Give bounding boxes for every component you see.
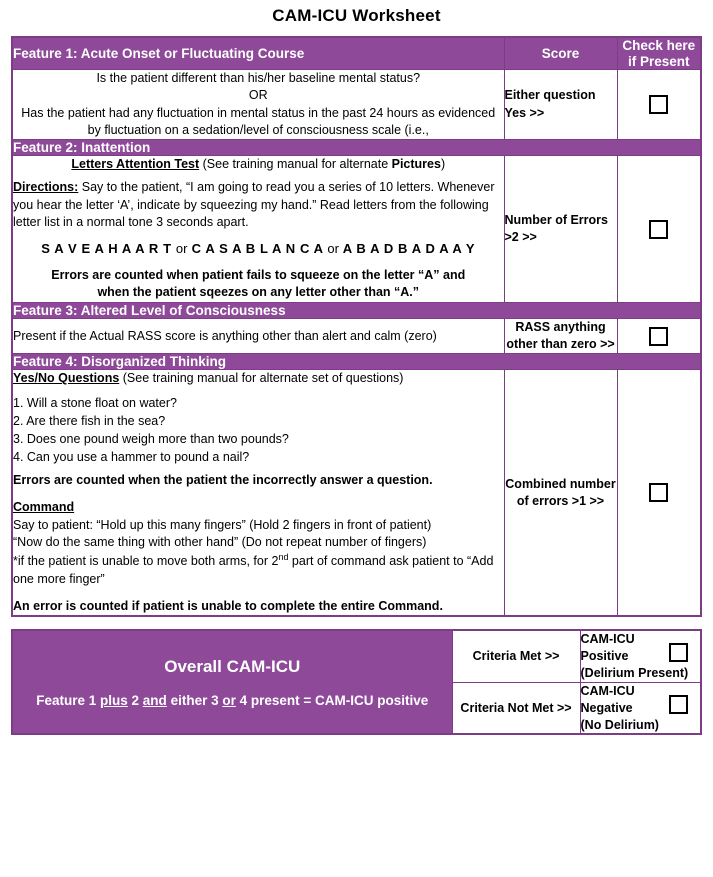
- feature-3-check-cell[interactable]: [617, 318, 701, 354]
- feature-1-body: [12, 70, 504, 140]
- feature-4-body-row: [12, 370, 701, 616]
- letter-list-3: A B A D B A D A A Y: [342, 241, 476, 257]
- yes-no-questions-label: Yes/No Questions: [13, 371, 120, 386]
- yes-no-questions-rest: (See training manual for alternate set of questions): [119, 371, 404, 386]
- cam-icu-negative-line3: (No Delirium): [580, 717, 659, 732]
- feature-2-errors-note-line2: when the patient sqeezes on any letter other than “A.”: [97, 285, 420, 300]
- letter-list-2: C A S A B L A N C A: [191, 241, 324, 257]
- directions-text: Say to the patient, “I am going to read you a series of 10 letters. Whenever you hear the letter ‘A’, indicate by squeezing my hand.” Read letters from the following letter list in a normal tone 3 seconds apart.: [13, 180, 495, 229]
- letters-attention-test-pictures: Pictures: [391, 157, 441, 172]
- check-header-line2: if Present: [627, 53, 690, 69]
- page-title: CAM-ICU Worksheet: [272, 6, 441, 25]
- cam-icu-negative-line1: CAM-ICU: [580, 683, 635, 698]
- letters-attention-test-label: Letters Attention Test: [71, 157, 200, 172]
- feature-1-header: Feature 1: Acute Onset or Fluctuating Course: [12, 37, 504, 70]
- feature-2-body-row: [12, 156, 701, 303]
- criteria-not-met-label: Criteria Not Met >>: [452, 682, 580, 734]
- command-line-3-b: part of command ask patient to “Add one more finger”: [13, 554, 494, 586]
- feature-1-score: Either question Yes >>: [504, 70, 617, 140]
- feature-1-checkbox[interactable]: [649, 95, 668, 114]
- check-column-header: [617, 37, 701, 70]
- question-1: 1. Will a stone float on water?: [13, 395, 177, 410]
- question-4: 4. Can you use a hammer to pound a nail?: [13, 450, 250, 465]
- feature-4-check-cell[interactable]: [617, 370, 701, 616]
- yes-no-questions-title: [13, 370, 504, 387]
- feature-4-errors-note: Errors are counted when the patient the incorrectly answer a question.: [13, 473, 433, 488]
- command-label: Command: [13, 500, 75, 515]
- feature-4-header-row: [12, 354, 701, 370]
- feature-2-errors-note-line1: Errors are counted when patient fails to squeeze on the letter “A” and: [51, 267, 466, 282]
- overall-rule-p2: 2: [127, 692, 143, 708]
- score-column-header: Score: [504, 37, 617, 70]
- letters-attention-test-rest: (See training manual for alternate: [199, 157, 392, 172]
- cam-icu-positive-line3: (Delirium Present): [580, 665, 689, 680]
- question-2: 2. Are there fish in the sea?: [13, 413, 166, 428]
- feature-2-score: Number of Errors >2 >>: [504, 156, 617, 303]
- feature-2-header-row: [12, 140, 701, 156]
- overall-rule-or: or: [222, 692, 236, 708]
- overall-title: Overall CAM-ICU: [164, 656, 301, 676]
- feature-4-score: Combined number of errors >1 >>: [504, 370, 617, 616]
- overall-rule-plus: plus: [100, 692, 128, 708]
- feature-3-body: Present if the Actual RASS score is anything other than alert and calm (zero): [12, 318, 504, 354]
- command-line-3-sup: nd: [278, 552, 289, 563]
- overall-rule-p3: either 3: [166, 692, 223, 708]
- command-line-1: Say to patient: “Hold up this many fingers” (Hold 2 fingers in front of patient): [13, 517, 432, 532]
- feature-4-header: Feature 4: Disorganized Thinking: [12, 354, 701, 370]
- command-error-note: An error is counted if patient is unable to complete the entire Command.: [13, 598, 443, 613]
- criteria-met-label: Criteria Met >>: [452, 630, 580, 682]
- feature-3-header: Feature 3: Altered Level of Consciousness: [12, 302, 701, 318]
- feature-1-line-3: Has the patient had any fluctuation in mental status in the past 24 hours as evidenced by fluctuation on a sedation/level of consciousness scale (i.e.,: [21, 105, 496, 137]
- letters-attention-test-end: ): [440, 157, 446, 172]
- letters-attention-test-title: [13, 156, 504, 173]
- letter-conj-1: or: [175, 241, 188, 257]
- feature-3-checkbox[interactable]: [649, 327, 668, 346]
- cam-icu-positive-line2: Positive: [580, 649, 629, 663]
- feature-1-body-row: [12, 70, 701, 140]
- feature-2-checkbox[interactable]: [649, 220, 668, 239]
- overall-rule-p1: Feature 1: [36, 692, 101, 708]
- feature-1-header-row: [12, 37, 701, 70]
- feature-2-header: Feature 2: Inattention: [12, 140, 701, 156]
- check-header-line1: Check here: [622, 38, 696, 53]
- cam-icu-positive-checkbox[interactable]: [669, 643, 688, 662]
- overall-summary-cell: [12, 630, 452, 734]
- command-line-3: [13, 551, 504, 588]
- overall-cam-icu-table: [11, 629, 702, 735]
- feature-2-body: [12, 156, 504, 303]
- feature-1-line-1: Is the patient different than his/her baseline mental status?: [96, 71, 421, 86]
- feature-2-errors-note: [13, 267, 504, 302]
- cam-icu-positive-cell[interactable]: [580, 630, 701, 682]
- letter-list-1: S A V E A H A A R T: [41, 241, 172, 257]
- feature-3-score: RASS anything other than zero >>: [504, 318, 617, 354]
- command-line-3-a: *if the patient is unable to move both arms, for 2: [13, 554, 279, 569]
- letter-lists: [13, 240, 504, 258]
- overall-rule: [13, 693, 452, 708]
- feature-1-check-cell[interactable]: [617, 70, 701, 140]
- command-line-2: “Now do the same thing with other hand” (Do not repeat number of fingers): [13, 534, 427, 549]
- feature-3-header-row: [12, 302, 701, 318]
- overall-rule-and: and: [142, 692, 167, 708]
- feature-1-line-2: OR: [248, 88, 268, 103]
- cam-icu-negative-cell[interactable]: [580, 682, 701, 734]
- overall-rule-p4: 4 present = CAM-ICU positive: [235, 692, 429, 708]
- cam-icu-positive-line1: CAM-ICU: [580, 632, 635, 647]
- feature-3-body-row: [12, 318, 701, 354]
- yes-no-question-list: [13, 394, 504, 467]
- feature-2-directions: [13, 179, 504, 231]
- directions-label: Directions:: [13, 180, 79, 195]
- cam-icu-negative-line2: Negative: [580, 700, 633, 715]
- feature-2-check-cell[interactable]: [617, 156, 701, 303]
- features-table: [11, 36, 702, 617]
- cam-icu-negative-checkbox[interactable]: [669, 695, 688, 714]
- feature-4-checkbox[interactable]: [649, 483, 668, 502]
- letter-conj-2: or: [327, 241, 339, 257]
- feature-4-body: [12, 370, 504, 616]
- question-3: 3. Does one pound weigh more than two pounds?: [13, 431, 289, 446]
- overall-row-criteria-met: [12, 630, 701, 682]
